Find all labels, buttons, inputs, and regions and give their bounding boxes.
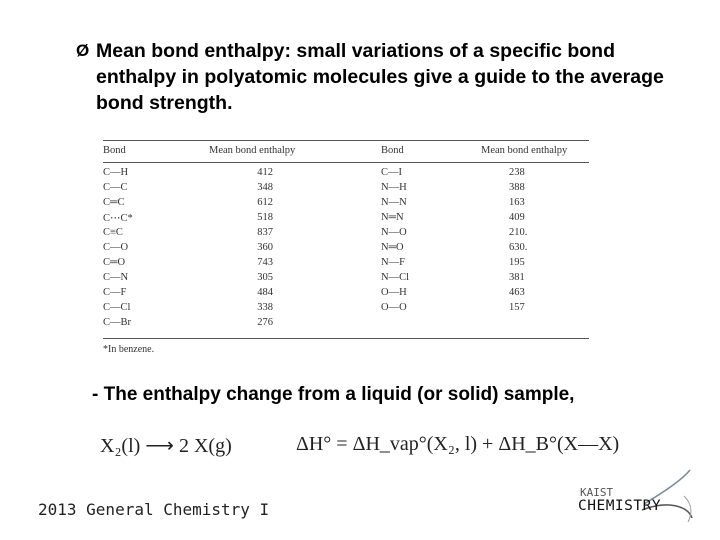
table-footnote: *In benzene.: [103, 344, 155, 355]
enthalpy-cell: 412: [257, 167, 273, 178]
enthalpy-cell: 238: [509, 167, 525, 178]
logo-line-1: KAIST: [580, 486, 614, 499]
bond-cell: N—N: [381, 197, 407, 208]
table-row: [103, 272, 589, 287]
slide-footer: 2013 General Chemistry I: [38, 500, 270, 519]
bond-cell: N—Cl: [381, 272, 410, 283]
table-row: [103, 167, 589, 182]
enthalpy-cell: 276: [257, 317, 273, 328]
enthalpy-cell: 484: [257, 287, 273, 298]
table-row: [103, 302, 589, 317]
header-bond-2: Bond: [381, 145, 404, 156]
enthalpy-cell: 305: [257, 272, 273, 283]
bond-cell: O—H: [381, 287, 407, 298]
bond-cell: O—O: [381, 302, 407, 313]
table-row: [103, 212, 589, 227]
enthalpy-cell: 612: [257, 197, 273, 208]
table-row: [103, 317, 589, 332]
enthalpy-cell: 163: [509, 197, 525, 208]
header-enthalpy-2: Mean bond enthalpy: [481, 145, 568, 156]
bond-cell: C—H: [103, 167, 129, 178]
bond-cell: C—O: [103, 242, 129, 253]
bond-cell: C≡C: [103, 227, 123, 238]
table-row: [103, 197, 589, 212]
table-row: [103, 242, 589, 257]
bullet-text: Mean bond enthalpy: small variations of a specific bond enthalpy in polyatomic molecules give a guide to the average bond strength.: [96, 40, 664, 114]
equation-right: ΔH° = ΔH_vap°(X₂, l) + ΔH_B°(X—X): [296, 433, 620, 455]
bond-cell: N—H: [381, 182, 407, 193]
enthalpy-cell: 630.: [509, 242, 528, 253]
table-header: [103, 140, 589, 163]
enthalpy-cell: 381: [509, 272, 525, 283]
bond-cell: C—F: [103, 287, 127, 298]
header-enthalpy-1: Mean bond enthalpy: [209, 145, 296, 156]
table-row: [103, 182, 589, 197]
bond-cell: N—F: [381, 257, 405, 268]
enthalpy-cell: 348: [257, 182, 273, 193]
bond-enthalpy-table: [103, 140, 589, 355]
sub-point: - The enthalpy change from a liquid (or solid) sample,: [92, 384, 575, 405]
bond-cell: C—N: [103, 272, 129, 283]
enthalpy-cell: 463: [509, 287, 525, 298]
bullet-point: [76, 38, 676, 116]
enthalpy-cell: 338: [257, 302, 273, 313]
enthalpy-cell: 360: [257, 242, 273, 253]
equation-left: X₂(l) ⟶ 2 X(g): [100, 435, 232, 457]
bond-cell: C—I: [381, 167, 402, 178]
logo-line-2: CHEMISTRY: [578, 498, 662, 514]
bond-cell: C—Cl: [103, 302, 131, 313]
enthalpy-cell: 518: [257, 212, 273, 223]
table-row: [103, 257, 589, 272]
enthalpy-cell: 388: [509, 182, 525, 193]
arrow-bullet-icon: Ø: [76, 41, 90, 60]
table-body: [103, 163, 589, 341]
table-bottom-rule: [103, 338, 589, 339]
enthalpy-cell: 157: [509, 302, 525, 313]
bond-cell: C═O: [103, 257, 126, 268]
enthalpy-cell: 210.: [509, 227, 528, 238]
bond-cell: C⋯C*: [103, 213, 133, 224]
header-bond-1: Bond: [103, 145, 126, 156]
enthalpy-cell: 195: [509, 257, 525, 268]
bond-cell: C═C: [103, 197, 125, 208]
bond-cell: N—O: [381, 227, 407, 238]
enthalpy-cell: 743: [257, 257, 273, 268]
enthalpy-cell: 837: [257, 227, 273, 238]
enthalpy-equation: [100, 433, 620, 458]
kaist-chemistry-logo: [572, 466, 696, 526]
table-row: [103, 287, 589, 302]
bond-cell: N═N: [381, 212, 404, 223]
bond-cell: C—C: [103, 182, 128, 193]
bond-cell: C—Br: [103, 317, 132, 328]
enthalpy-cell: 409: [509, 212, 525, 223]
bond-cell: N═O: [381, 242, 404, 253]
table-row: [103, 227, 589, 242]
